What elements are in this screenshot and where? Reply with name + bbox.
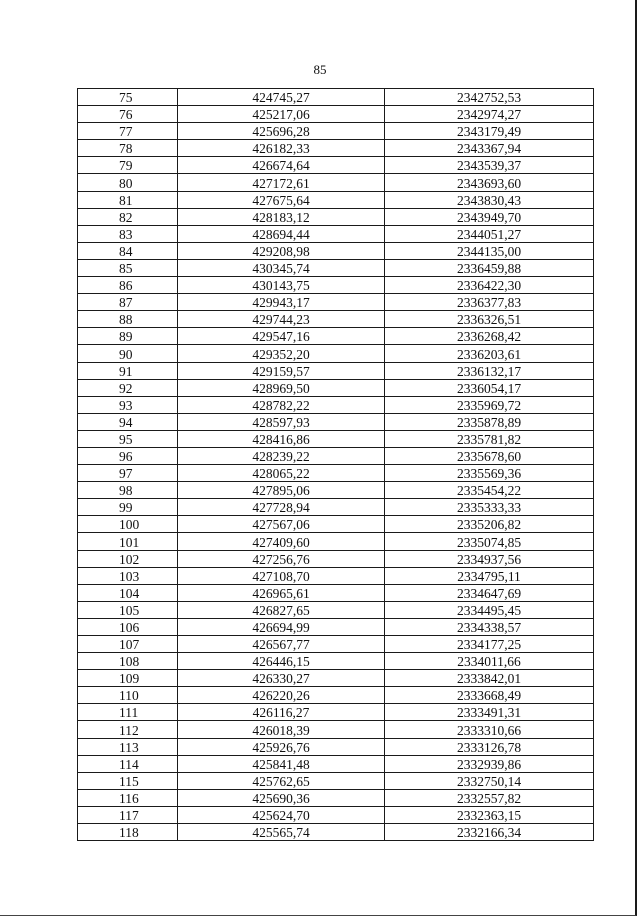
- point-number-cell: 78: [78, 140, 178, 157]
- point-number-cell: 76: [78, 106, 178, 123]
- y-coordinate-cell: 2332939,86: [385, 755, 594, 772]
- table-row: [78, 242, 594, 259]
- y-coordinate-cell: 2336459,88: [385, 259, 594, 276]
- y-coordinate-cell: 2336326,51: [385, 311, 594, 328]
- y-coordinate-cell: 2343179,49: [385, 123, 594, 140]
- table-row: [78, 277, 594, 294]
- point-number-cell: 104: [78, 584, 178, 601]
- y-coordinate-cell: 2335569,36: [385, 465, 594, 482]
- x-coordinate-cell: 426567,77: [178, 636, 385, 653]
- table-row: [78, 140, 594, 157]
- x-coordinate-cell: 429159,57: [178, 362, 385, 379]
- point-number-cell: 94: [78, 413, 178, 430]
- y-coordinate-cell: 2333491,31: [385, 704, 594, 721]
- table-row: [78, 687, 594, 704]
- x-coordinate-cell: 429208,98: [178, 242, 385, 259]
- point-number-cell: 82: [78, 208, 178, 225]
- table-row: [78, 789, 594, 806]
- point-number-cell: 91: [78, 362, 178, 379]
- y-coordinate-cell: 2335454,22: [385, 482, 594, 499]
- x-coordinate-cell: 427728,94: [178, 499, 385, 516]
- point-number-cell: 86: [78, 277, 178, 294]
- point-number-cell: 92: [78, 379, 178, 396]
- y-coordinate-cell: 2333842,01: [385, 670, 594, 687]
- x-coordinate-cell: 427256,76: [178, 550, 385, 567]
- table-row: [78, 157, 594, 174]
- x-coordinate-cell: 427895,06: [178, 482, 385, 499]
- table-row: [78, 806, 594, 823]
- point-number-cell: 111: [78, 704, 178, 721]
- y-coordinate-cell: 2332166,34: [385, 824, 594, 841]
- table-row: [78, 311, 594, 328]
- point-number-cell: 103: [78, 567, 178, 584]
- point-number-cell: 116: [78, 789, 178, 806]
- table-row: [78, 345, 594, 362]
- y-coordinate-cell: 2335074,85: [385, 533, 594, 550]
- point-number-cell: 108: [78, 653, 178, 670]
- point-number-cell: 87: [78, 294, 178, 311]
- x-coordinate-cell: 425762,65: [178, 772, 385, 789]
- x-coordinate-cell: 430345,74: [178, 259, 385, 276]
- table-row: [78, 259, 594, 276]
- y-coordinate-cell: 2336268,42: [385, 328, 594, 345]
- point-number-cell: 100: [78, 516, 178, 533]
- table-row: [78, 430, 594, 447]
- table-row: [78, 601, 594, 618]
- table-row: [78, 721, 594, 738]
- y-coordinate-cell: 2335678,60: [385, 447, 594, 464]
- point-number-cell: 77: [78, 123, 178, 140]
- table-row: [78, 208, 594, 225]
- y-coordinate-cell: 2335206,82: [385, 516, 594, 533]
- table-row: [78, 191, 594, 208]
- table-row: [78, 465, 594, 482]
- y-coordinate-cell: 2332750,14: [385, 772, 594, 789]
- x-coordinate-cell: 429547,16: [178, 328, 385, 345]
- y-coordinate-cell: 2344051,27: [385, 225, 594, 242]
- point-number-cell: 84: [78, 242, 178, 259]
- table-row: [78, 636, 594, 653]
- table-row: [78, 738, 594, 755]
- x-coordinate-cell: 425841,48: [178, 755, 385, 772]
- point-number-cell: 110: [78, 687, 178, 704]
- y-coordinate-cell: 2336132,17: [385, 362, 594, 379]
- table-row: [78, 123, 594, 140]
- point-number-cell: 98: [78, 482, 178, 499]
- y-coordinate-cell: 2336054,17: [385, 379, 594, 396]
- y-coordinate-cell: 2335781,82: [385, 430, 594, 447]
- table-row: [78, 584, 594, 601]
- point-number-cell: 106: [78, 618, 178, 635]
- table-row: [78, 670, 594, 687]
- x-coordinate-cell: 428782,22: [178, 396, 385, 413]
- y-coordinate-cell: 2334011,66: [385, 653, 594, 670]
- table-row: [78, 618, 594, 635]
- point-number-cell: 79: [78, 157, 178, 174]
- x-coordinate-cell: 427172,61: [178, 174, 385, 191]
- table-row: [78, 447, 594, 464]
- y-coordinate-cell: 2333310,66: [385, 721, 594, 738]
- table-row: [78, 755, 594, 772]
- y-coordinate-cell: 2343693,60: [385, 174, 594, 191]
- x-coordinate-cell: 426018,39: [178, 721, 385, 738]
- point-number-cell: 90: [78, 345, 178, 362]
- y-coordinate-cell: 2343539,37: [385, 157, 594, 174]
- y-coordinate-cell: 2334338,57: [385, 618, 594, 635]
- point-number-cell: 109: [78, 670, 178, 687]
- x-coordinate-cell: 424745,27: [178, 89, 385, 106]
- y-coordinate-cell: 2334937,56: [385, 550, 594, 567]
- table-row: [78, 499, 594, 516]
- point-number-cell: 97: [78, 465, 178, 482]
- y-coordinate-cell: 2335333,33: [385, 499, 594, 516]
- x-coordinate-cell: 428969,50: [178, 379, 385, 396]
- table-row: [78, 174, 594, 191]
- y-coordinate-cell: 2342974,27: [385, 106, 594, 123]
- x-coordinate-cell: 426694,99: [178, 618, 385, 635]
- y-coordinate-cell: 2334647,69: [385, 584, 594, 601]
- table-row: [78, 89, 594, 106]
- x-coordinate-cell: 427567,06: [178, 516, 385, 533]
- x-coordinate-cell: 428239,22: [178, 447, 385, 464]
- table-row: [78, 328, 594, 345]
- x-coordinate-cell: 428597,93: [178, 413, 385, 430]
- point-number-cell: 118: [78, 824, 178, 841]
- table-row: [78, 824, 594, 841]
- x-coordinate-cell: 428065,22: [178, 465, 385, 482]
- table-row: [78, 294, 594, 311]
- table-row: [78, 704, 594, 721]
- point-number-cell: 75: [78, 89, 178, 106]
- x-coordinate-cell: 425690,36: [178, 789, 385, 806]
- x-coordinate-cell: 426116,27: [178, 704, 385, 721]
- point-number-cell: 117: [78, 806, 178, 823]
- x-coordinate-cell: 427409,60: [178, 533, 385, 550]
- x-coordinate-cell: 425624,70: [178, 806, 385, 823]
- table-row: [78, 653, 594, 670]
- point-number-cell: 88: [78, 311, 178, 328]
- coordinates-table-body: [78, 89, 594, 841]
- point-number-cell: 115: [78, 772, 178, 789]
- y-coordinate-cell: 2343367,94: [385, 140, 594, 157]
- y-coordinate-cell: 2336203,61: [385, 345, 594, 362]
- point-number-cell: 81: [78, 191, 178, 208]
- x-coordinate-cell: 426330,27: [178, 670, 385, 687]
- point-number-cell: 95: [78, 430, 178, 447]
- x-coordinate-cell: 425565,74: [178, 824, 385, 841]
- x-coordinate-cell: 427108,70: [178, 567, 385, 584]
- x-coordinate-cell: 426965,61: [178, 584, 385, 601]
- x-coordinate-cell: 426827,65: [178, 601, 385, 618]
- x-coordinate-cell: 427675,64: [178, 191, 385, 208]
- y-coordinate-cell: 2342752,53: [385, 89, 594, 106]
- y-coordinate-cell: 2336422,30: [385, 277, 594, 294]
- y-coordinate-cell: 2336377,83: [385, 294, 594, 311]
- y-coordinate-cell: 2332363,15: [385, 806, 594, 823]
- point-number-cell: 93: [78, 396, 178, 413]
- x-coordinate-cell: 430143,75: [178, 277, 385, 294]
- y-coordinate-cell: 2344135,00: [385, 242, 594, 259]
- y-coordinate-cell: 2335878,89: [385, 413, 594, 430]
- x-coordinate-cell: 426182,33: [178, 140, 385, 157]
- y-coordinate-cell: 2333668,49: [385, 687, 594, 704]
- point-number-cell: 114: [78, 755, 178, 772]
- coordinates-table: [77, 88, 594, 841]
- x-coordinate-cell: 428416,86: [178, 430, 385, 447]
- y-coordinate-cell: 2332557,82: [385, 789, 594, 806]
- y-coordinate-cell: 2335969,72: [385, 396, 594, 413]
- point-number-cell: 101: [78, 533, 178, 550]
- table-row: [78, 379, 594, 396]
- x-coordinate-cell: 426220,26: [178, 687, 385, 704]
- point-number-cell: 83: [78, 225, 178, 242]
- x-coordinate-cell: 429744,23: [178, 311, 385, 328]
- table-row: [78, 225, 594, 242]
- x-coordinate-cell: 426674,64: [178, 157, 385, 174]
- y-coordinate-cell: 2343949,70: [385, 208, 594, 225]
- point-number-cell: 85: [78, 259, 178, 276]
- x-coordinate-cell: 425926,76: [178, 738, 385, 755]
- point-number-cell: 107: [78, 636, 178, 653]
- point-number-cell: 96: [78, 447, 178, 464]
- point-number-cell: 105: [78, 601, 178, 618]
- point-number-cell: 89: [78, 328, 178, 345]
- table-row: [78, 567, 594, 584]
- y-coordinate-cell: 2343830,43: [385, 191, 594, 208]
- y-coordinate-cell: 2334495,45: [385, 601, 594, 618]
- y-coordinate-cell: 2334795,11: [385, 567, 594, 584]
- x-coordinate-cell: 426446,15: [178, 653, 385, 670]
- table-row: [78, 516, 594, 533]
- y-coordinate-cell: 2334177,25: [385, 636, 594, 653]
- table-row: [78, 413, 594, 430]
- x-coordinate-cell: 428694,44: [178, 225, 385, 242]
- point-number-cell: 80: [78, 174, 178, 191]
- x-coordinate-cell: 428183,12: [178, 208, 385, 225]
- point-number-cell: 112: [78, 721, 178, 738]
- table-row: [78, 533, 594, 550]
- x-coordinate-cell: 429943,17: [178, 294, 385, 311]
- y-coordinate-cell: 2333126,78: [385, 738, 594, 755]
- table-row: [78, 482, 594, 499]
- table-row: [78, 396, 594, 413]
- x-coordinate-cell: 425696,28: [178, 123, 385, 140]
- table-row: [78, 550, 594, 567]
- point-number-cell: 113: [78, 738, 178, 755]
- point-number-cell: 99: [78, 499, 178, 516]
- table-row: [78, 772, 594, 789]
- x-coordinate-cell: 425217,06: [178, 106, 385, 123]
- point-number-cell: 102: [78, 550, 178, 567]
- table-row: [78, 362, 594, 379]
- page-number: 85: [313, 62, 327, 77]
- x-coordinate-cell: 429352,20: [178, 345, 385, 362]
- table-row: [78, 106, 594, 123]
